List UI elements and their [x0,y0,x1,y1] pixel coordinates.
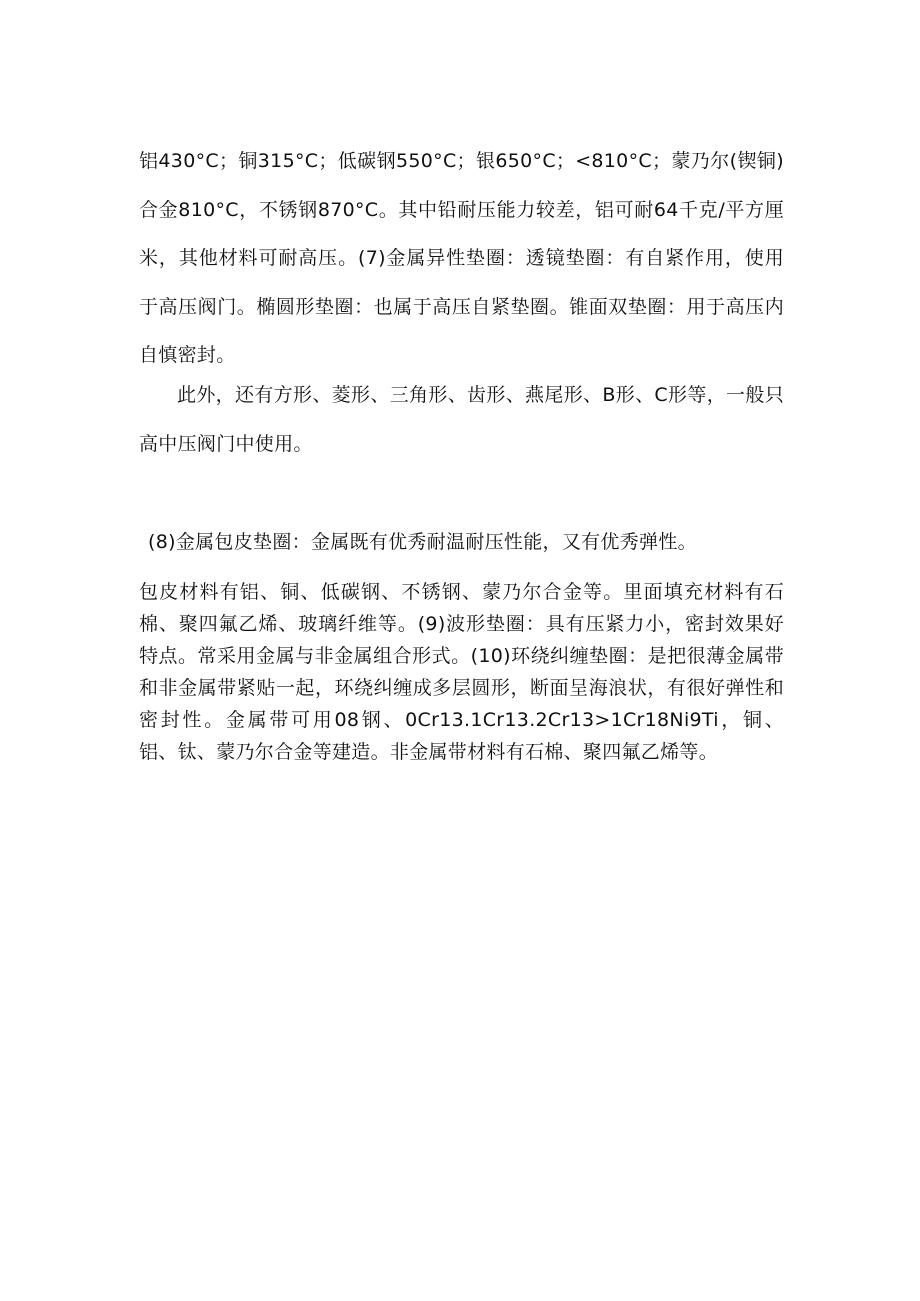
paragraph-jacket-materials: 包皮材料有铝、铜、低碳钢、不锈钢、蒙乃尔合金等。里面填充材料有石棉、聚四氟乙烯、玻璃纤维等。(9)波形垫圈：具有压紧力小，密封效果好特点。常采用金属与非金属组合形式。(10)环绕纠缠垫圈：是把很薄金属带和非金属带紧贴一起，环绕纠缠成多层圆形，断面呈海浪状，有很好弹性和密封性。金属带可用08钢、0Cr13.1Cr13.2Cr13>1Cr18Ni9Ti，铜、铝、钛、蒙乃尔合金等建造。非金属带材料有石棉、聚四氟乙烯等。 [139,581,784,763]
paragraph-other-shapes: 此外，还有方形、菱形、三角形、齿形、燕尾形、B形、C形等，一般只高中压阀门中使用。 [139,384,784,455]
paragraph-temperature-limits: 铝430°C；铜315°C；低碳钢550°C；银650°C；<810°C；蒙乃尔(锲铜)合金810°C，不锈钢870°C。其中铅耐压能力较差，铝可耐64千克/平方厘米，其他材料可耐高压。(7)金属异性垫圈：透镜垫圈：有自紧作用，使用于高压阀门。椭圆形垫圈：也属于高压自紧垫圈。锥面双垫圈：用于高压内自慎密封。 [139,150,784,366]
paragraph-jacketed-gasket-heading: (8)金属包皮垫圈：金属既有优秀耐温耐压性能，又有优秀弹性。 [148,531,697,553]
